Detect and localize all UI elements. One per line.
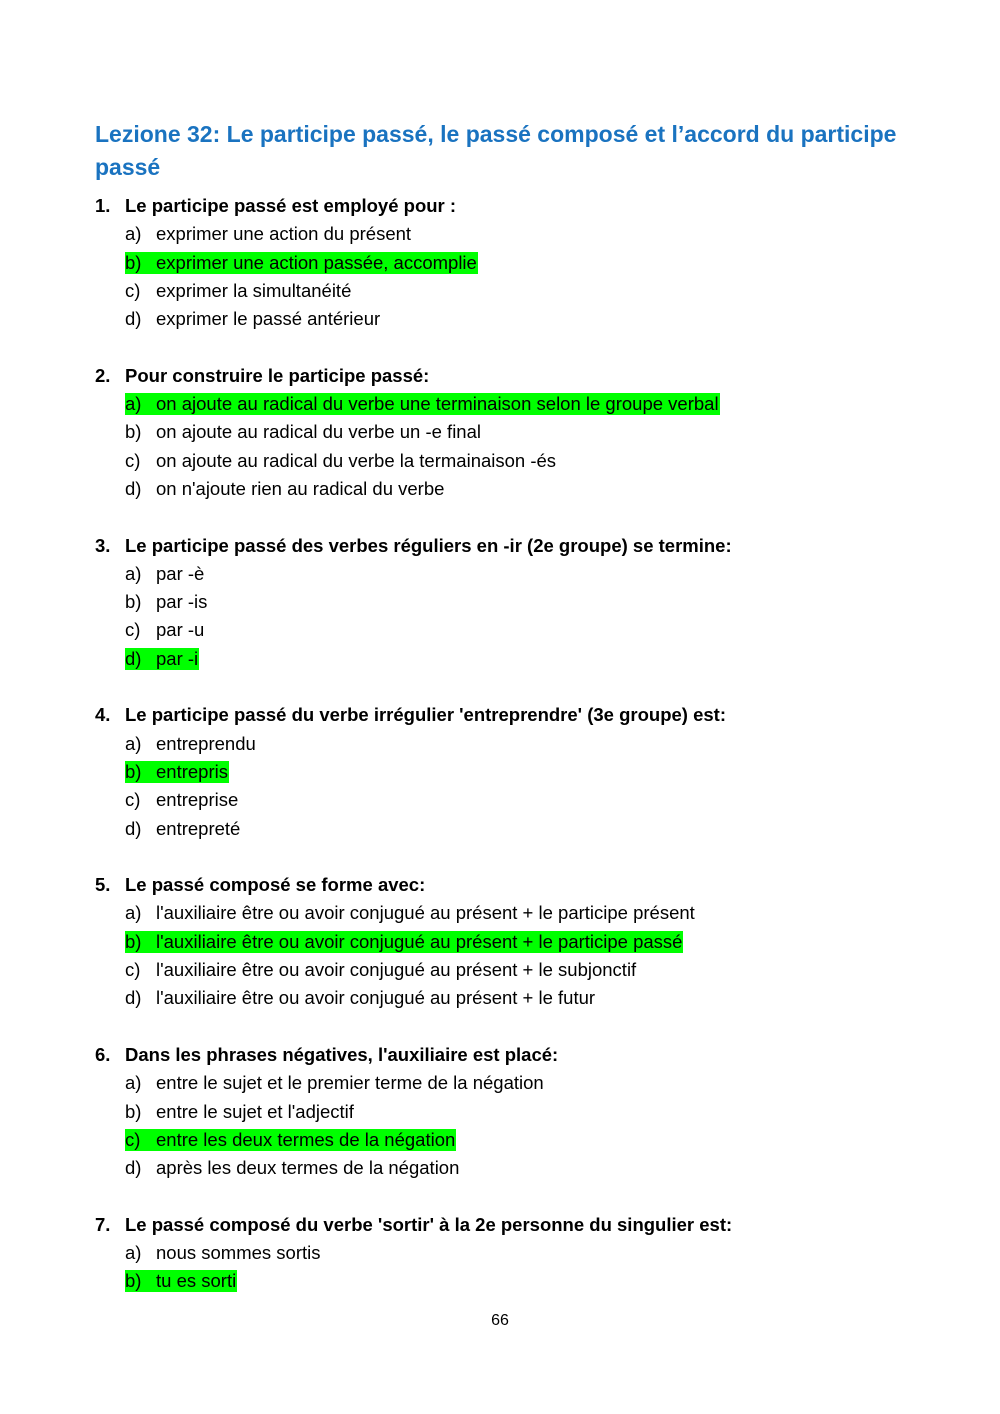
answer-text: l'auxiliaire être ou avoir conjugué au présent + le participe passé bbox=[156, 930, 683, 952]
answer-option bbox=[125, 815, 925, 843]
answer-text: on ajoute au radical du verbe un -e final bbox=[156, 421, 481, 443]
answer-option-body bbox=[125, 648, 199, 670]
question-heading bbox=[95, 362, 925, 390]
question-heading bbox=[95, 701, 925, 729]
answer-letter: c) bbox=[125, 619, 141, 641]
answer-option bbox=[125, 560, 925, 588]
question-text: Le passé composé du verbe 'sortir' à la 2e personne du singulier est: bbox=[125, 1213, 733, 1235]
answer-text: par -u bbox=[156, 619, 205, 641]
question-number: 3. bbox=[95, 534, 111, 556]
answer-option bbox=[125, 1098, 925, 1126]
question-heading bbox=[95, 192, 925, 220]
question-number: 5. bbox=[95, 874, 111, 896]
question-text: Le participe passé du verbe irrégulier 'entreprendre' (3e groupe) est: bbox=[125, 704, 726, 726]
answer-letter: a) bbox=[125, 1072, 142, 1094]
answer-option bbox=[125, 418, 925, 446]
answer-option-body bbox=[125, 761, 229, 783]
question-text: Le participe passé est employé pour : bbox=[125, 195, 457, 216]
answer-letter: b) bbox=[125, 251, 142, 273]
answer-option-body bbox=[125, 733, 257, 755]
answer-option-body bbox=[125, 959, 637, 981]
answer-option bbox=[125, 616, 925, 644]
answer-option bbox=[125, 1239, 925, 1267]
answer-text: par -i bbox=[156, 647, 199, 669]
answer-text: entreprise bbox=[156, 789, 239, 811]
question-item bbox=[95, 1041, 925, 1182]
answer-letter: a) bbox=[125, 393, 142, 415]
question-item bbox=[95, 532, 925, 673]
answer-option bbox=[125, 786, 925, 814]
answer-text: on n'ajoute rien au radical du verbe bbox=[156, 477, 445, 499]
answer-option-body bbox=[125, 619, 205, 641]
answer-letter: b) bbox=[125, 930, 142, 952]
answer-option-body bbox=[125, 931, 683, 953]
answer-letter: b) bbox=[125, 1270, 142, 1292]
answer-letter: d) bbox=[125, 477, 142, 499]
answer-option-body bbox=[125, 818, 241, 840]
answer-text: par -è bbox=[156, 562, 205, 584]
answer-text: après les deux termes de la négation bbox=[156, 1157, 460, 1179]
answer-letter: a) bbox=[125, 732, 142, 754]
answer-options bbox=[95, 560, 925, 673]
answer-option-body bbox=[125, 1270, 237, 1292]
answer-text: exprimer une action passée, accomplie bbox=[156, 251, 477, 273]
answer-option bbox=[125, 475, 925, 503]
answer-letter: d) bbox=[125, 1157, 142, 1179]
answer-letter: d) bbox=[125, 308, 142, 330]
answer-options bbox=[95, 1069, 925, 1182]
answer-option bbox=[125, 220, 925, 248]
answer-option-correct bbox=[125, 928, 925, 956]
answer-option bbox=[125, 305, 925, 333]
answer-option-body bbox=[125, 308, 381, 330]
answer-option-body bbox=[125, 450, 557, 472]
answer-option-body bbox=[125, 987, 596, 1009]
answer-option-correct bbox=[125, 249, 925, 277]
answer-option-body bbox=[125, 223, 412, 245]
answer-letter: d) bbox=[125, 817, 142, 839]
answer-option bbox=[125, 730, 925, 758]
question-item bbox=[95, 871, 925, 1012]
question-list bbox=[95, 192, 925, 1324]
question-item bbox=[95, 701, 925, 842]
answer-letter: a) bbox=[125, 223, 142, 245]
answer-option-body bbox=[125, 563, 205, 585]
question-text: Pour construire le participe passé: bbox=[125, 364, 430, 386]
answer-option bbox=[125, 1069, 925, 1097]
answer-text: entre les deux termes de la négation bbox=[156, 1128, 456, 1150]
answer-text: l'auxiliaire être ou avoir conjugué au présent + le subjonctif bbox=[156, 959, 637, 981]
question-number: 4. bbox=[95, 704, 111, 726]
answer-option-body bbox=[125, 252, 478, 274]
answer-letter: a) bbox=[125, 562, 142, 584]
answer-text: exprimer une action du présent bbox=[156, 223, 412, 245]
answer-letter: c) bbox=[125, 789, 141, 811]
answer-text: entre le sujet et l'adjectif bbox=[156, 1100, 354, 1122]
answer-text: entrepris bbox=[156, 760, 228, 782]
answer-option bbox=[125, 899, 925, 927]
answer-options bbox=[95, 1239, 925, 1296]
question-item bbox=[95, 1211, 925, 1296]
answer-letter: d) bbox=[125, 987, 142, 1009]
answer-letter: b) bbox=[125, 591, 142, 613]
answer-text: nous sommes sortis bbox=[156, 1241, 321, 1263]
answer-option-body bbox=[125, 393, 720, 415]
answer-option-correct bbox=[125, 1267, 925, 1295]
answer-letter: b) bbox=[125, 1100, 142, 1122]
answer-text: par -is bbox=[156, 591, 208, 613]
answer-option-body bbox=[125, 789, 239, 811]
answer-text: entreprendu bbox=[156, 732, 256, 754]
page-number: 66 bbox=[491, 1312, 509, 1329]
answer-option-body bbox=[125, 280, 352, 302]
answer-option-correct bbox=[125, 390, 925, 418]
question-number: 7. bbox=[95, 1213, 111, 1235]
answer-option-body bbox=[125, 478, 445, 500]
answer-options bbox=[95, 390, 925, 503]
answer-option-body bbox=[125, 1101, 355, 1123]
answer-text: exprimer la simultanéité bbox=[156, 279, 352, 301]
answer-option bbox=[125, 1154, 925, 1182]
question-heading bbox=[95, 532, 925, 560]
answer-letter: b) bbox=[125, 760, 142, 782]
answer-text: tu es sorti bbox=[156, 1270, 237, 1292]
question-number: 1. bbox=[95, 195, 111, 216]
question-item bbox=[95, 192, 925, 333]
answer-letter: b) bbox=[125, 421, 142, 443]
answer-text: on ajoute au radical du verbe la termainaison -és bbox=[156, 449, 557, 471]
answer-option-correct bbox=[125, 1126, 925, 1154]
answer-text: entrepreté bbox=[156, 817, 241, 839]
answer-option bbox=[125, 277, 925, 305]
question-item bbox=[95, 362, 925, 503]
answer-option bbox=[125, 984, 925, 1012]
answer-options bbox=[95, 899, 925, 1012]
answer-option-body bbox=[125, 1129, 456, 1151]
answer-letter: d) bbox=[125, 647, 142, 669]
answer-options bbox=[95, 730, 925, 843]
answer-letter: c) bbox=[125, 1128, 141, 1150]
answer-text: l'auxiliaire être ou avoir conjugué au présent + le futur bbox=[156, 987, 596, 1009]
answer-text: exprimer le passé antérieur bbox=[156, 308, 381, 330]
question-number: 2. bbox=[95, 364, 111, 386]
question-number: 6. bbox=[95, 1043, 111, 1065]
answer-option-body bbox=[125, 591, 208, 613]
answer-option-correct bbox=[125, 645, 925, 673]
answer-option-body bbox=[125, 421, 482, 443]
answer-option-body bbox=[125, 1157, 460, 1179]
answer-options bbox=[95, 220, 925, 333]
answer-letter: c) bbox=[125, 959, 141, 981]
answer-letter: a) bbox=[125, 1241, 142, 1263]
question-text: Dans les phrases négatives, l'auxiliaire est placé: bbox=[125, 1043, 559, 1065]
answer-option bbox=[125, 956, 925, 984]
answer-letter: a) bbox=[125, 902, 142, 924]
answer-option bbox=[125, 588, 925, 616]
answer-option-body bbox=[125, 1072, 545, 1094]
question-heading bbox=[95, 871, 925, 899]
answer-text: l'auxiliaire être ou avoir conjugué au présent + le participe présent bbox=[156, 902, 695, 924]
answer-option-correct bbox=[125, 758, 925, 786]
question-text: Le participe passé des verbes réguliers en -ir (2e groupe) se termine: bbox=[125, 534, 732, 556]
answer-option-body bbox=[125, 902, 696, 924]
lesson-title: Lezione 32: Le participe passé, le passé composé et l’accord du participe passé bbox=[95, 121, 897, 180]
answer-option bbox=[125, 447, 925, 475]
answer-text: on ajoute au radical du verbe une terminaison selon le groupe verbal bbox=[156, 393, 719, 415]
question-text: Le passé composé se forme avec: bbox=[125, 874, 426, 896]
answer-letter: c) bbox=[125, 449, 141, 471]
answer-option-body bbox=[125, 1242, 322, 1264]
answer-text: entre le sujet et le premier terme de la négation bbox=[156, 1072, 544, 1094]
answer-letter: c) bbox=[125, 279, 141, 301]
question-heading bbox=[95, 1041, 925, 1069]
question-heading bbox=[95, 1211, 925, 1239]
